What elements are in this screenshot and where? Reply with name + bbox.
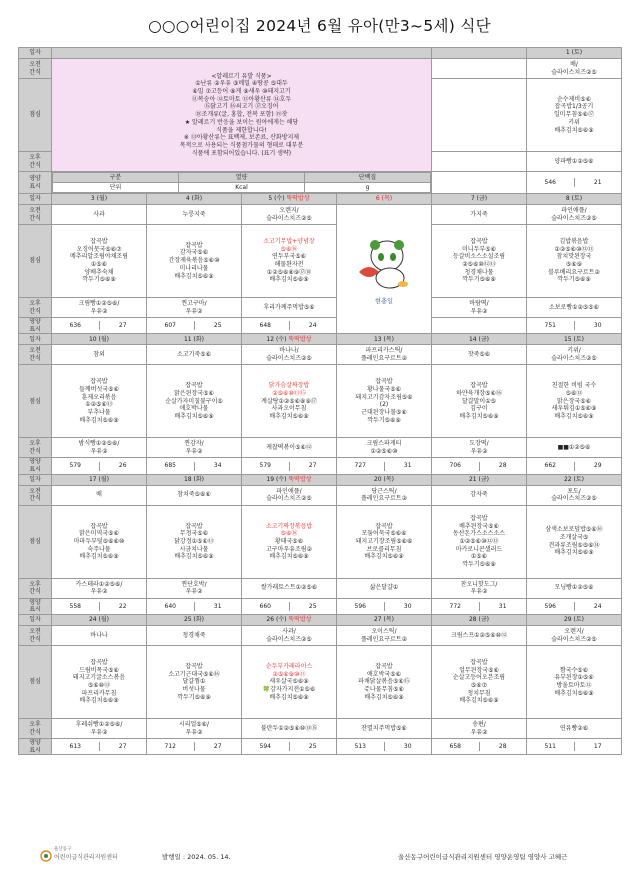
label-pm-snack: 오후 간식 (19, 438, 52, 458)
pm-snack-cell: 찐고구마/ 우유② (147, 298, 242, 318)
featured-dish: 순두부카레라이스 (265, 662, 313, 670)
nutrition-cell (242, 318, 337, 334)
day-label: 27 (목) (373, 616, 395, 624)
lunch-cell: 순두부카레라이스 ②⑤⑥⑨⑩⑬ 새우살국⑤⑥⑨ 🍀감자가지전①⑤⑥ 배추김치⑤⑥⑨ (242, 646, 337, 719)
pm-snack-cell: 쌀가래토스트①②⑤⑥ (242, 578, 337, 598)
nutrition-cell (337, 598, 432, 614)
pm-snack-cell: 송편/ 우유② (432, 719, 527, 739)
label-nutrition: 영양 표시 (19, 458, 52, 474)
label-day: 일자 (19, 334, 52, 345)
pm-snack-cell: 찬오니핫도그/ 우유② (432, 578, 527, 598)
lunch-cell: 김밥볶음밥 ①②⑤⑥⑩⑫⑬ 참치맛된장국 ⑤⑥⑨ 블루베리요구르트② 깍두기⑤⑥⑨ (527, 225, 622, 298)
kcal-value: 636 (52, 321, 99, 330)
kcal-value: 640 (147, 602, 194, 611)
day-label: 25 (화) (183, 616, 205, 624)
am-snack-cell: 키위/ 슬라이스치즈②⑤ (527, 345, 622, 365)
am-snack-cell: 파인애플/ 슬라이스치즈②⑤ (527, 205, 622, 225)
featured-dish-allergens: ⑤⑥⑯ (280, 530, 298, 538)
nutrition-cell (527, 318, 622, 334)
pm-snack-cell: 케찹떡볶이⑤⑥⑫ (242, 438, 337, 458)
am-snack-cell: 사과 (52, 205, 147, 225)
pm-snack-cell: 밤식빵①②⑤⑥/ 우유② (52, 438, 147, 458)
kcal-value: 658 (432, 742, 479, 751)
label-lunch: 점심 (19, 365, 52, 438)
am-snack-cell: 감자죽 (432, 485, 527, 505)
day-header (242, 194, 337, 205)
pm-snack-cell: 연유빵②⑥ (527, 719, 622, 739)
day-header (242, 334, 337, 345)
day-label: 24 (월) (88, 616, 110, 624)
nutrition-cell (52, 739, 147, 755)
pm-snack-cell: 잔멸치주먹밥⑤⑥ (337, 719, 432, 739)
pm-snack-cell: 소보로빵①②⑤⑤⑥ (527, 298, 622, 318)
nut-header-0: 구분 (53, 173, 179, 183)
lunch-cell: 잡곡밥 드림비목국⑤⑥ 돼지고기굴소스볶음 ⑤⑥⑩⑬ 파프리카무침 배추김치⑤⑥⑨ (52, 646, 147, 719)
protein-value: 24 (574, 602, 621, 611)
protein-value: 31 (479, 602, 526, 611)
nutrition-cell (147, 458, 242, 474)
label-am-snack: 오전 간식 (19, 205, 52, 225)
pm-snack-cell: 후레쉬빵①②⑤⑥/ 우유② (52, 719, 147, 739)
kcal-value: 513 (337, 742, 384, 751)
label-am-snack: 오전 간식 (19, 485, 52, 505)
day-header (527, 194, 622, 205)
protein-value: 28 (479, 742, 526, 751)
nutrition-cell (147, 598, 242, 614)
protein-value: 17 (574, 742, 621, 751)
am-snack-cell: 크림스프①②⑤⑥⑩⑫ (432, 626, 527, 646)
day-label: 12 (수) (266, 335, 287, 343)
holiday-panel (337, 205, 432, 334)
day-header (337, 615, 432, 626)
day-header (242, 615, 337, 626)
lunch-cell: 잡곡밥 오징어뭇국⑤⑥⑦ 메추리알조림야채조림 ①⑤⑥ 양배추숙채 깍두기⑤⑥⑨ (52, 225, 147, 298)
pm-snack-cell: 양파빵①②⑤⑥ (527, 152, 622, 172)
day-label: 18 (화) (183, 475, 205, 483)
featured-dish: 닭가슴살짜장밥 (268, 382, 310, 390)
protein-value: 27 (289, 462, 336, 471)
am-snack-cell: 누룽지죽 (147, 205, 242, 225)
label-pm-snack: 오후 간식 (19, 578, 52, 598)
page-title: ○○○어린이집 2024년 6월 유아(만3~5세) 식단 (148, 17, 491, 35)
lunch-cell: 잡곡밥 무청국⑤⑥ 닭강정①⑤⑥⑬ 시금치나물 배추김치⑤⑥⑨ (147, 505, 242, 578)
nutrition-cell (52, 598, 147, 614)
nut-unit-2: g (305, 183, 431, 193)
lunch-cell: 잡곡밥 맑은된장국⑤⑥ 순살가자미칠불구이⑤ 애호박나물 배추김치⑤⑥⑨ (147, 365, 242, 438)
am-snack-cell: 당근스틱/ 플레인요구르트② (337, 485, 432, 505)
lunch-cell: 잡곡밥 맑은미역국⑤⑥ 마파두부덮⑤⑥⑥⑩ 숙주나물 배추김치⑤⑥⑨ (52, 505, 147, 578)
am-snack-cell: 참치죽⑤⑥⑥ (147, 485, 242, 505)
day-label: 15 (토) (563, 335, 585, 343)
nutrition-cell (527, 458, 622, 474)
day-header (432, 334, 527, 345)
pm-snack-cell: 크림빵①②⑤⑥/ 우유② (52, 298, 147, 318)
day-label: 5 (수) (268, 195, 285, 203)
am-snack-cell: 오렌지/ 슬라이스치즈②⑤ (242, 205, 337, 225)
day-label: 13 (목) (373, 335, 395, 343)
protein-value: 24 (289, 321, 336, 330)
kcal-value: 751 (527, 321, 574, 330)
label-pm-snack: 오후 간식 (19, 298, 52, 318)
featured-dish: 소고기짜장볶음밥 (265, 522, 313, 530)
day-header (147, 474, 242, 485)
pm-snack-cell: 도장떡/ 우유② (432, 438, 527, 458)
nutrition-cell (337, 739, 432, 755)
nut-unit-1: Kcal (179, 183, 305, 193)
featured-dish-allergens: ②⑤⑥⑨⑩⑬ (272, 670, 306, 678)
pm-snack-cell: 불란두①②⑤⑥⑩⑬⑮ (242, 719, 337, 739)
featured-dish-allergens: ⑤⑥⑯ (280, 245, 298, 253)
day-header (527, 474, 622, 485)
lunch-cell: 짬국수⑤⑥ 유부된장①⑤⑥ 방울토마토⑫ 배추김치⑤⑥⑨ (527, 646, 622, 719)
nutrition-cell (527, 598, 622, 614)
lunch-cell: 잡곡밥 소고기근대국⑤⑥⑯ 달걀찜① 버섯나물 깍두기⑤⑥⑨ (147, 646, 242, 719)
pm-snack-cell: 찐감자/ 우유② (147, 438, 242, 458)
kcal-value: 558 (52, 602, 99, 611)
lunch-cell: 잡곡밥 들깨버섯국⑤⑥ 훈제오리볶음 ①②⑤⑥⑬ 부추나물 배추김치⑤⑥⑨ (52, 365, 147, 438)
nut-header-2: 단백질 (305, 173, 431, 183)
protein-value: 25 (289, 602, 336, 611)
nutrition-cell (52, 318, 147, 334)
lunch-cell: 소고기무밥+양념장 ⑤⑥⑯ 연두부국⑤⑥ 해물완자전 ①②⑤⑥⑧⑨⑰⑱ 배추김치⑤⑥⑨ (242, 225, 337, 298)
protein-value: 27 (99, 321, 146, 330)
kcal-value: 660 (242, 602, 289, 611)
am-snack-cell: 바나나 (52, 626, 147, 646)
allergy-notice: <알레르기 유발 식품> ①난류 ②우유 ③메밀 ④땅콩 ⑤대두 ⑥밀 ⑦고등어 ⑧게 ⑨새우 ⑩돼지고기 ⑪복숭아 ⑫토마토 ⑬아황산류 ⑭호두 ⑮닭고기 ⑯쇠고기 ⑰오징어 ⑱조개류(굴, 홍합, 전복 포함) ⑲잣 ★ 알레르기 반응을 보이는 원아에게는 해당 식품을 제한합니다! ※ ⑬아황산류는 표백제, 보존료, 산화방지제 목적으로 사용되는 식품첨가물의 형태로 대부분 식품에 포함되어있습니다. (표기 생략) (52, 59, 432, 172)
day-label: 1 (토) (565, 49, 583, 57)
day-label: 7 (금) (470, 195, 488, 203)
kcal-value: 511 (527, 742, 574, 751)
kcal-value: 546 (527, 178, 574, 187)
lunch-cell: 잡곡밥 모둠어묵국⑤⑥⑥ 돼지고기장조림⑤⑥⑥ 브로콜리무침 배추김치⑤⑥⑨ (337, 505, 432, 578)
pm-snack-cell: 찐단호박/ 우유② (147, 578, 242, 598)
lunch-cell: 순수제비⑤⑥ 잡곡밥1/3공기 일미무침⑤⑥⑰ 키위 배추김치⑤⑥⑨ (527, 79, 622, 152)
day-header (52, 615, 147, 626)
nutrition-cell (527, 172, 622, 194)
day-label: 11 (화) (183, 335, 205, 343)
day-header (337, 194, 432, 205)
label-pm-snack: 오후 간식 (19, 152, 52, 172)
day-header (432, 615, 527, 626)
holiday-day-label: 6 (목) (375, 195, 393, 203)
day-header (432, 194, 527, 205)
kcal-value: 706 (432, 462, 479, 471)
label-nutrition: 영양 표시 (19, 739, 52, 755)
label-am-snack: 오전 간식 (19, 626, 52, 646)
day-header (527, 615, 622, 626)
pm-snack-cell: 삶은달걀① (337, 578, 432, 598)
am-snack-cell: 바나나/ 슬라이스치즈②⑤ (242, 345, 337, 365)
protein-value: 27 (99, 742, 146, 751)
day-header (52, 474, 147, 485)
lunch-cell: 잡곡밥 감자국⑤⑥ 간장제육볶음⑤⑥⑩ 미나리나물 배추김치⑤⑥⑨ (147, 225, 242, 298)
day-label: 22 (토) (563, 475, 585, 483)
celebration-label: 현충일 (374, 298, 394, 306)
kcal-value: 712 (147, 742, 194, 751)
kcal-value: 596 (527, 602, 574, 611)
lunch-cell: 잡곡밥 미니두부⑤⑥ 등갈비소스소설조림 ②⑤⑥⑩⑫⑬ 청경채나물 깍두기⑤⑥⑨ (432, 225, 527, 298)
lunch-cell: 잡곡밥 황나물국⑤⑥ 돼지고기감자조림⑤⑥ (2) 근대된장나물⑤⑥ 깍두기⑤⑥⑨ (337, 365, 432, 438)
am-snack-cell: 파프리카스틱/ 플레인요구르트② (337, 345, 432, 365)
day-header (242, 474, 337, 485)
day-header (147, 334, 242, 345)
nut-header-1: 열량 (179, 173, 305, 183)
day-header (52, 334, 147, 345)
label-day: 일자 (19, 474, 52, 485)
am-snack-cell: 배 (52, 485, 147, 505)
featured-dish-allergens: ②⑤⑥⑩⑬⑮ (272, 389, 306, 397)
day-label: 4 (화) (185, 195, 203, 203)
kcal-value: 685 (147, 462, 194, 471)
label-nutrition: 영양 표시 (19, 318, 52, 334)
pm-snack-cell: 바람떡/ 우유② (432, 298, 527, 318)
day-header (527, 48, 622, 59)
event-badge: 뚝딱밥상 (288, 335, 312, 343)
day-header (432, 474, 527, 485)
empty-cell (432, 318, 527, 334)
label-lunch: 점심 (19, 225, 52, 298)
label-lunch: 점심 (19, 505, 52, 578)
am-snack-cell: 가지죽 (432, 205, 527, 225)
protein-value: 30 (384, 742, 431, 751)
pm-snack-cell: 시리얼⑤⑥/ 우유② (147, 719, 242, 739)
label-day: 일자 (19, 194, 52, 205)
am-snack-cell: 사과/ 슬라이스치즈②⑤ (242, 626, 337, 646)
day-label: 10 (월) (88, 335, 110, 343)
footer-issued: 발행일 : 2024. 05. 14. (162, 853, 231, 861)
day-header (147, 615, 242, 626)
label-lunch: 점심 (19, 79, 52, 152)
day-label: 19 (수) (266, 475, 287, 483)
empty-cell (432, 152, 527, 172)
day-label: 17 (월) (88, 475, 110, 483)
kcal-value: 648 (242, 321, 289, 330)
nutrition-cell (242, 598, 337, 614)
empty-cell (432, 59, 527, 79)
day-label: 3 (월) (90, 195, 108, 203)
nutrition-cell (147, 739, 242, 755)
protein-value: 22 (99, 602, 146, 611)
menu-table (18, 47, 622, 755)
day-header (337, 474, 432, 485)
nutrition-legend (52, 172, 432, 194)
lunch-cell: 잡곡밥 애호박국⑤⑥ 파채닭살볶음⑤⑥⑮ 쥬나물무침⑤⑥ 배추김치⑤⑥⑨ (337, 646, 432, 719)
nut-unit-0: 단위 (53, 183, 179, 193)
nutrition-cell (432, 739, 527, 755)
day-label: 8 (토) (565, 195, 583, 203)
am-snack-cell: 파인애플/ 슬라이스치즈②⑤ (242, 485, 337, 505)
label-lunch: 점심 (19, 646, 52, 719)
nutrition-cell (242, 458, 337, 474)
am-snack-cell: 청경채죽 (147, 626, 242, 646)
celebration-character-icon (345, 232, 423, 296)
day-label: 26 (수) (266, 616, 287, 624)
kcal-value: 579 (52, 462, 99, 471)
kcal-value: 772 (432, 602, 479, 611)
label-nutrition: 영양 표시 (19, 172, 52, 194)
day-header-empty (432, 48, 527, 59)
am-snack-cell: 참외 (52, 345, 147, 365)
empty-cell (432, 172, 527, 194)
day-header (147, 194, 242, 205)
day-label: 29 (토) (563, 616, 585, 624)
label-nutrition: 영양 표시 (19, 598, 52, 614)
am-snack-cell: 오렌지/ 슬라이스치즈②⑤ (527, 626, 622, 646)
pm-snack-cell: 크림스파게티 ①②⑤⑥⑩ (337, 438, 432, 458)
protein-value: 25 (194, 321, 241, 330)
event-badge: 뚝딱밥상 (288, 475, 312, 483)
day-label: 21 (금) (468, 475, 490, 483)
am-snack-cell: 오이스틱/ 플레인요구르트② (337, 626, 432, 646)
nutrition-cell (432, 458, 527, 474)
kcal-value: 607 (147, 321, 194, 330)
lunch-cell: 삼색소보로덮밥⑤⑥⑯ 조개살국⑤ 견과류조림⑤⑤⑥⑭ 배추김치⑤⑥⑨ (527, 505, 622, 578)
am-snack-cell: 잣죽⑤⑥ (432, 345, 527, 365)
am-snack-cell: 포도/ 슬라이스치즈②⑤ (527, 485, 622, 505)
label-am-snack: 오전 간식 (19, 59, 52, 79)
kcal-value: 596 (337, 602, 384, 611)
featured-dish: 소고기무밥+양념장 (263, 237, 315, 245)
day-label: 14 (금) (468, 335, 490, 343)
lunch-cell: 친절한 비빔 국수 ⑤⑥⑬ 맑은장국⑤⑥ 새우튀김①⑤⑥⑨ 배추김치⑤⑥⑨ (527, 365, 622, 438)
label-pm-snack: 오후 간식 (19, 719, 52, 739)
lunch-cell: 잡곡밥 배추된장국⑤⑥ 동산돈가스소스소스 ①②⑤⑥⑩⑫⑬ 마카로니콘샐러드 ①⑤⑥ 깍두기⑤⑥⑨ (432, 505, 527, 578)
nutrition-cell (527, 739, 622, 755)
pm-snack-cell: 카스테라①②⑤⑥/ 우유② (52, 578, 147, 598)
event-badge: 뚝딱밥상 (288, 616, 312, 624)
label-day: 일자 (19, 48, 52, 59)
lunch-cell: 잡곡밥 얼무된장국⑤⑥ 순살고등어오븐조림 ⑤⑥⑦ 청치무침 배추김치⑤⑥⑨ (432, 646, 527, 719)
nutrition-cell (242, 739, 337, 755)
day-label: 28 (금) (468, 616, 490, 624)
protein-value: 31 (194, 602, 241, 611)
lunch-cell: 잡곡밥 하얀육개장⑤⑥⑯ 달걀말이①⑤ 김구이 배추김치⑤⑥⑨ (432, 365, 527, 438)
kcal-value: 613 (52, 742, 99, 751)
nutrition-cell (147, 318, 242, 334)
nutrition-cell (432, 598, 527, 614)
kcal-value: 662 (527, 462, 574, 471)
lunch-cell: 소고기짜장볶음밥 ⑤⑥⑯ 황태국⑤⑥ 고구마우유조림② 배추김치⑤⑥⑨ (242, 505, 337, 578)
kcal-value: 594 (242, 742, 289, 751)
day-label: 20 (목) (373, 475, 395, 483)
am-snack-cell: 배/ 슬라이스치즈②⑤ (527, 59, 622, 79)
empty-cell (432, 79, 527, 152)
pm-snack-cell: 후리가께주먹밥⑤⑥ (242, 298, 337, 318)
protein-value: 25 (289, 742, 336, 751)
protein-value: 27 (194, 742, 241, 751)
protein-value: 28 (479, 462, 526, 471)
protein-value: 29 (574, 462, 621, 471)
day-header (52, 194, 147, 205)
protein-value: 30 (384, 602, 431, 611)
protein-value: 34 (194, 462, 241, 471)
lunch-cell: 닭가슴살짜장밥 ②⑤⑥⑩⑬⑮ 계살탕①②⑤⑥⑧⑨⑰ 사과오이무침 배추김치⑤⑥⑨ (242, 365, 337, 438)
nutrition-cell (337, 458, 432, 474)
day-header (527, 334, 622, 345)
label-am-snack: 오전 간식 (19, 345, 52, 365)
am-snack-cell: 소고기죽⑤⑥ (147, 345, 242, 365)
label-day: 일자 (19, 615, 52, 626)
footer-org: 어린이급식관리지원센터 (54, 854, 118, 861)
day-header-empty (52, 48, 432, 59)
kcal-value: 727 (337, 462, 384, 471)
protein-value: 30 (574, 321, 621, 330)
kcal-value: 579 (242, 462, 289, 471)
footer-credit: 울산동구어린이급식관리지원센터 영양운영팀 영양사 고혜근 (398, 853, 568, 861)
protein-value: 26 (99, 462, 146, 471)
protein-value: 31 (384, 462, 431, 471)
event-badge: 뚝딱밥상 (286, 195, 310, 203)
nutrition-cell (52, 458, 147, 474)
protein-value: 21 (574, 178, 621, 187)
day-header (337, 334, 432, 345)
pm-snack-cell: ■■①②⑤⑥ (527, 438, 622, 458)
pm-snack-cell: 모닝빵①②⑤⑥ (527, 578, 622, 598)
footer-org-small: 울산동구 (54, 847, 72, 852)
